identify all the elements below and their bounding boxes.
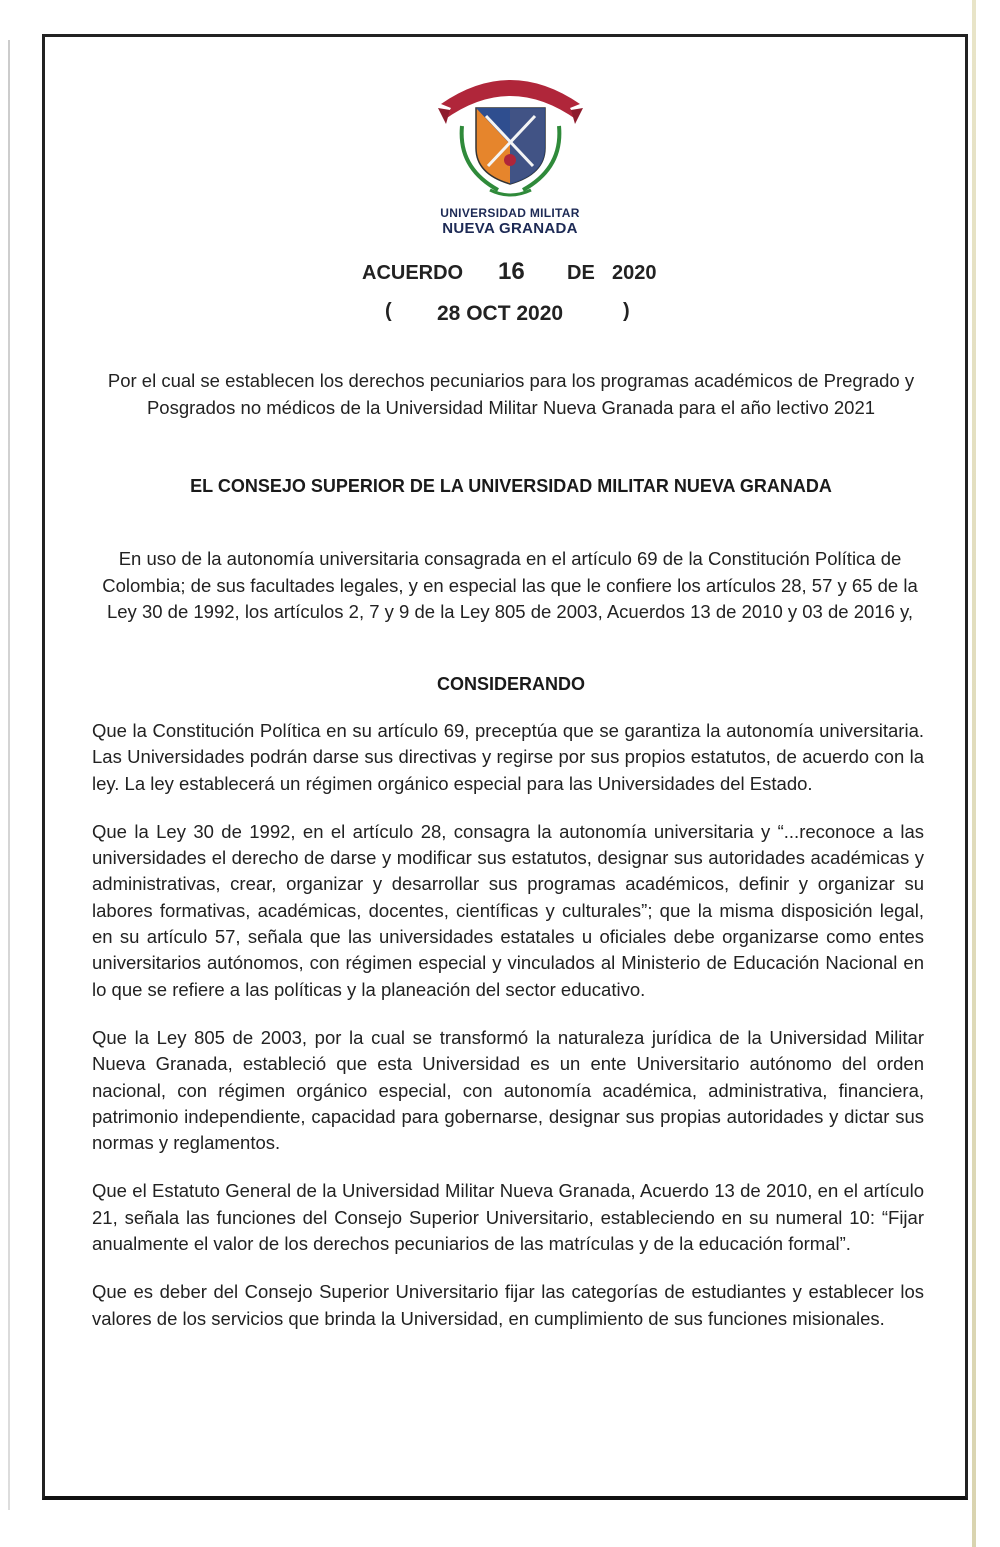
acuerdo-number: 16 [498, 258, 525, 285]
considerando-paragraphs [92, 718, 924, 1354]
paragraph: Que es deber del Consejo Superior Universitario fijar las categorías de estudiantes y establecer los valores de los servicios que brinda la Universidad, en cumplimiento de sus funciones misionales. [92, 1281, 924, 1329]
acuerdo-label: ACUERDO [362, 262, 464, 284]
paragraph: Que el Estatuto General de la Universidad Militar Nueva Granada, Acuerdo 13 de 2010, en el artículo 21, señala las funciones del Consejo Superior Universitario, estableciendo en su numeral 10: “Fijar anualmente el valor de los derechos pecuniarios de las matrículas y de la educación formal”. [92, 1180, 924, 1255]
open-paren: ( [385, 300, 392, 322]
scan-edge-right [972, 0, 976, 1547]
council-heading: EL CONSEJO SUPERIOR DE LA UNIVERSIDAD MILITAR NUEVA GRANADA [190, 476, 832, 496]
close-paren: ) [623, 300, 630, 322]
considerando-heading: CONSIDERANDO [436, 674, 585, 694]
acuerdo-year: 2020 [612, 262, 657, 284]
scan-edge-left [8, 40, 10, 1510]
paragraph: Que la Ley 30 de 1992, en el artículo 28, consagra la autonomía universitaria y “...reconoce a las universidades el derecho de darse y modificar sus estatutos, designar sus autoridades académicas y administrativas, crear, organizar y desarrollar sus programas académicos, definir y organizar su labores formativas, académicas, docentes, científicas y culturales”; que la misma disposición legal, en su artículo 57, señala que las universidades estatales u oficiales debe organizarse como entes universitarios autónomos, con régimen especial y vinculados al Ministerio de Educación Nacional en lo que se refiere a las políticas y la planeación del sector educativo. [92, 820, 924, 1000]
document-subject: Por el cual se establecen los derechos pecuniarios para los programas académicos de Pregrado y Posgrados no médicos de la Universidad Militar Nueva Granada para el año lectivo 2021 [107, 370, 915, 418]
crest-name-line1: UNIVERSIDAD MILITAR [440, 206, 580, 220]
paragraph: Que la Ley 805 de 2003, por la cual se transformó la naturaleza jurídica de la Universidad Militar Nueva Granada, estableció que esta Universidad es un ente Universitario autónomo del orden nacional, con régimen orgánico especial, con autonomía académica, administrativa, financiera, patrimonio independiente, capacidad para gobernarse, designar sus propias autoridades y dictar sus normas y reglamentos. [92, 1026, 924, 1154]
acuerdo-de-label: DE [567, 262, 595, 284]
crest-name-line2: NUEVA GRANADA [442, 220, 578, 237]
crest-emblem-icon [438, 78, 583, 208]
date-value: 28 OCT 2020 [437, 302, 564, 325]
preamble-text: En uso de la autonomía universitaria consagrada en el artículo 69 de la Constitución Política de Colombia; de sus facultades legales, y en especial las que le confiere los artículos 28, 57 y 65 de la Ley 30 de 1992, los artículos 2, 7 y 9 de la Ley 805 de 2003, Acuerdos 13 de 2010 y 03 de 2016 y, [102, 548, 918, 622]
paragraph: Que la Constitución Política en su artículo 69, preceptúa que se garantiza la autonomía universitaria. Las Universidades podrán darse sus directivas y regirse por sus propios estatutos, de acuerdo con la ley. La ley establecerá un régimen orgánico especial para las Universidades del Estado. [92, 720, 924, 794]
